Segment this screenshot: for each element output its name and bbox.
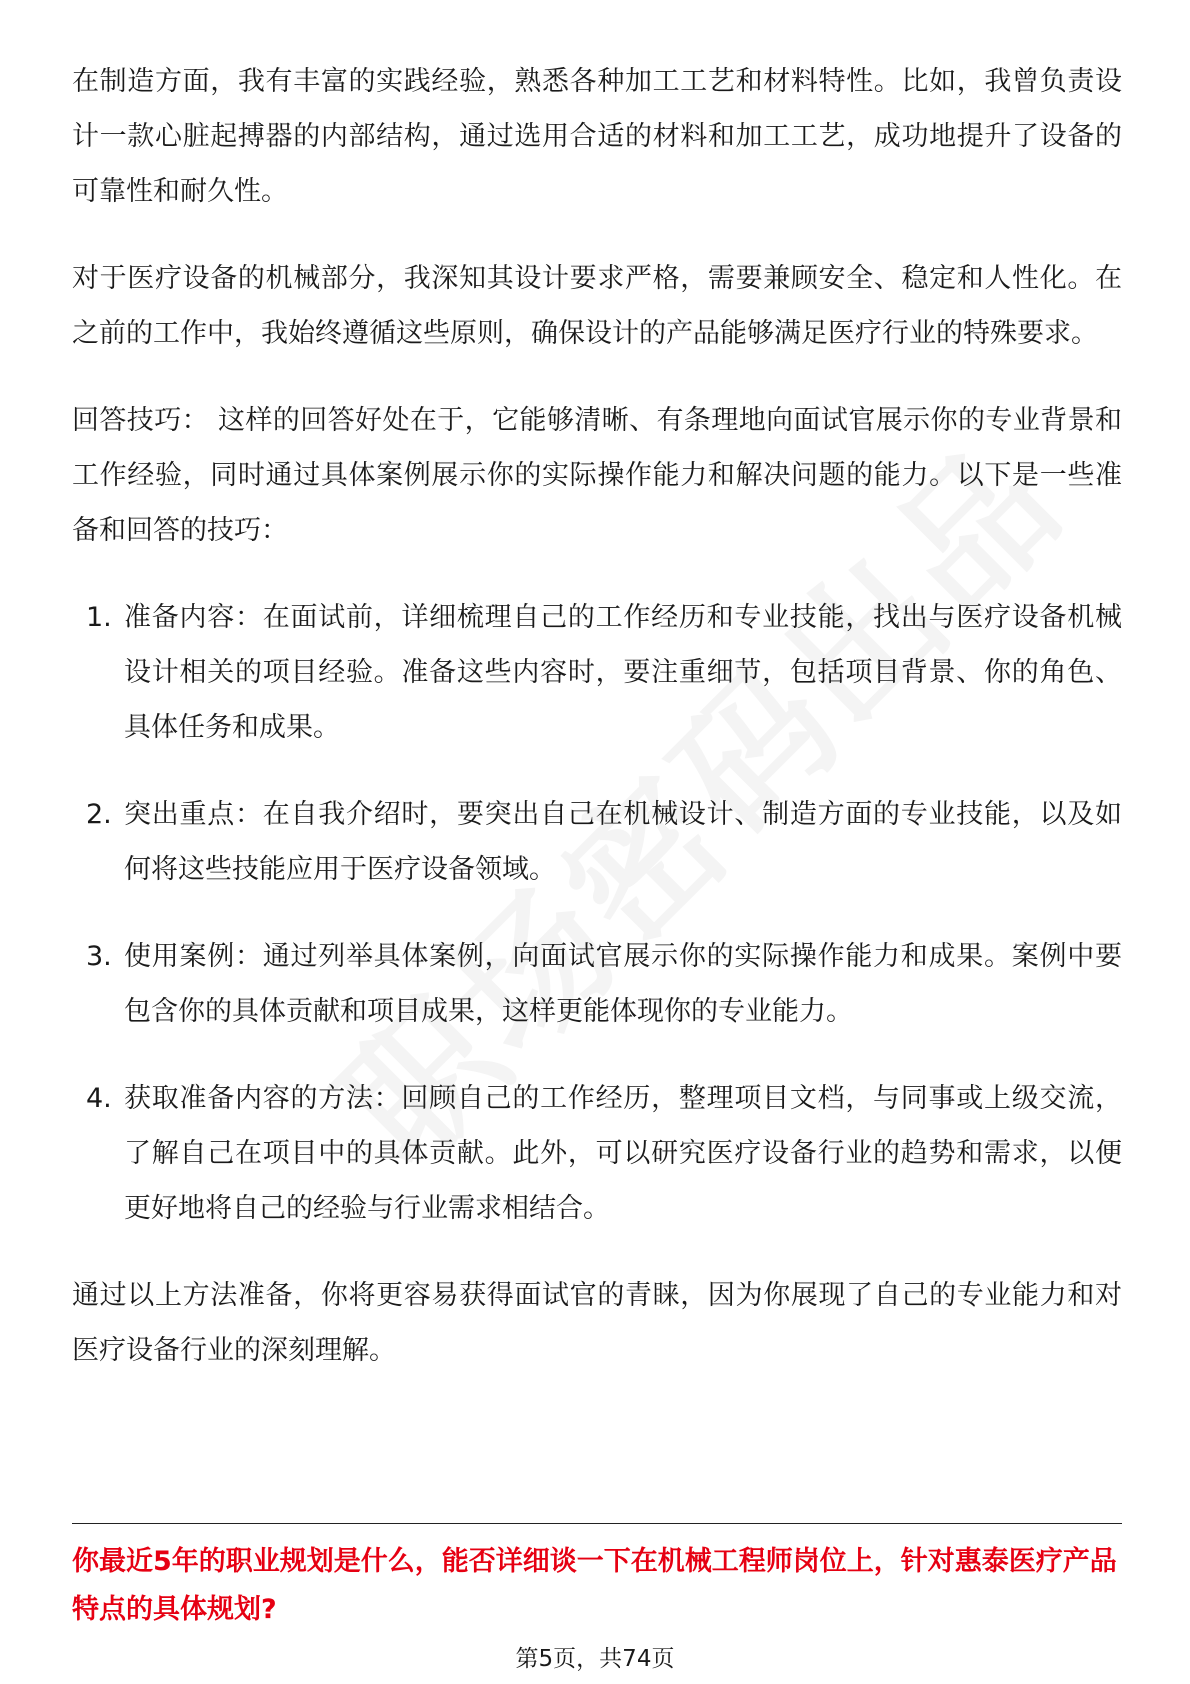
interview-question: 你最近5年的职业规划是什么，能否详细谈一下在机械工程师岗位上，针对惠泰医疗产品特点的具体规划?: [72, 1546, 1117, 1625]
list-item-number: 3.: [86, 941, 112, 972]
list-item-text: 突出重点：在自我介绍时，要突出自己在机械设计、制造方面的专业技能，以及如何将这些技能应用于医疗设备领域。: [124, 799, 1122, 885]
list-item: [72, 590, 1122, 755]
list-item: [72, 929, 1122, 1039]
list-item-text: 使用案例：通过列举具体案例，向面试官展示你的实际操作能力和成果。案例中要包含你的具体贡献和项目成果，这样更能体现你的专业能力。: [124, 941, 1122, 1027]
list-item-number: 4.: [86, 1083, 112, 1114]
paragraph-answer-tips: 回答技巧： 这样的回答好处在于，它能够清晰、有条理地向面试官展示你的专业背景和工作经验，同时通过具体案例展示你的实际操作能力和解决问题的能力。以下是一些准备和回答的技巧：: [72, 405, 1122, 546]
page-number: 第5页，共74页: [515, 1646, 675, 1672]
list-item: [72, 787, 1122, 897]
paragraph-medical-requirements: 对于医疗设备的机械部分，我深知其设计要求严格，需要兼顾安全、稳定和人性化。在之前的工作中，我始终遵循这些原则，确保设计的产品能够满足医疗行业的特殊要求。: [72, 263, 1122, 349]
section-divider: [72, 1523, 1122, 1524]
document-body: [72, 54, 1122, 1410]
list-item-number: 2.: [86, 799, 112, 830]
tips-list: [72, 590, 1122, 1236]
paragraph-manufacturing: 在制造方面，我有丰富的实践经验，熟悉各种加工工艺和材料特性。比如，我曾负责设计一款心脏起搏器的内部结构，通过选用合适的材料和加工工艺，成功地提升了设备的可靠性和耐久性。: [72, 66, 1122, 207]
paragraph-closing: 通过以上方法准备，你将更容易获得面试官的青睐，因为你展现了自己的专业能力和对医疗设备行业的深刻理解。: [72, 1280, 1122, 1366]
list-item-number: 1.: [86, 602, 112, 633]
list-item: [72, 1071, 1122, 1236]
list-item-text: 准备内容：在面试前，详细梳理自己的工作经历和专业技能，找出与医疗设备机械设计相关的项目经验。准备这些内容时，要注重细节，包括项目背景、你的角色、具体任务和成果。: [124, 602, 1122, 743]
list-item-text: 获取准备内容的方法：回顾自己的工作经历，整理项目文档，与同事或上级交流，了解自己在项目中的具体贡献。此外，可以研究医疗设备行业的趋势和需求，以便更好地将自己的经验与行业需求相结合。: [124, 1083, 1122, 1224]
